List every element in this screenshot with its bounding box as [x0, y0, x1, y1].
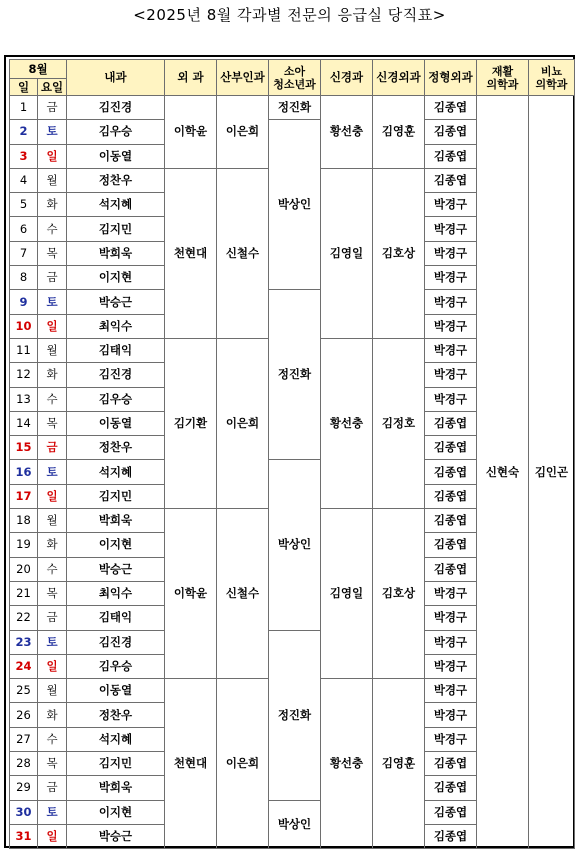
internal-medicine-cell: 김진경: [67, 630, 165, 654]
orthopedics-cell: 박경구: [425, 290, 477, 314]
weekday-cell: 월: [38, 679, 67, 703]
table-row: [10, 96, 575, 120]
pediatrics-header: 소아 청소년과: [269, 60, 321, 96]
neurology-cell: 김영일: [321, 509, 373, 679]
internal-medicine-cell: 김태익: [67, 338, 165, 362]
pediatrics-cell: 정진화: [269, 96, 321, 120]
orthopedics-cell: 박경구: [425, 363, 477, 387]
pediatrics-cell: 정진화: [269, 630, 321, 800]
internal-medicine-cell: 김진경: [67, 363, 165, 387]
day-cell: 17: [10, 484, 38, 508]
orthopedics-cell: 박경구: [425, 338, 477, 362]
day-cell: 2: [10, 120, 38, 144]
weekday-cell: 일: [38, 824, 67, 848]
surgery-cell: 천현대: [165, 679, 217, 849]
pediatrics-cell: 박상인: [269, 120, 321, 290]
weekday-cell: 목: [38, 241, 67, 265]
day-cell: 22: [10, 606, 38, 630]
weekday-cell: 금: [38, 606, 67, 630]
internal-medicine-cell: 정찬우: [67, 436, 165, 460]
orthopedics-cell: 박경구: [425, 727, 477, 751]
neurology-cell: 김영일: [321, 168, 373, 338]
day-cell: 11: [10, 338, 38, 362]
internal-medicine-cell: 박승근: [67, 290, 165, 314]
weekday-cell: 수: [38, 217, 67, 241]
weekday-cell: 월: [38, 168, 67, 192]
internal-medicine-cell: 김우승: [67, 387, 165, 411]
orthopedics-cell: 김종엽: [425, 436, 477, 460]
pediatrics-cell: 박상인: [269, 460, 321, 630]
weekday-cell: 화: [38, 363, 67, 387]
orthopedics-cell: 박경구: [425, 241, 477, 265]
day-cell: 28: [10, 752, 38, 776]
day-cell: 26: [10, 703, 38, 727]
day-cell: 30: [10, 800, 38, 824]
day-cell: 14: [10, 411, 38, 435]
neurosurgery-cell: 김영훈: [373, 679, 425, 849]
weekday-cell: 목: [38, 581, 67, 605]
neurosurgery-cell: 김호상: [373, 509, 425, 679]
internal-medicine-cell: 이동열: [67, 679, 165, 703]
day-cell: 16: [10, 460, 38, 484]
day-cell: 5: [10, 193, 38, 217]
surgery-cell: 천현대: [165, 168, 217, 338]
day-cell: 18: [10, 509, 38, 533]
day-cell: 20: [10, 557, 38, 581]
orthopedics-cell: 박경구: [425, 630, 477, 654]
internal-medicine-cell: 박승근: [67, 824, 165, 848]
internal-medicine-cell: 최익수: [67, 314, 165, 338]
internal-medicine-cell: 이지현: [67, 266, 165, 290]
header-row-1: [10, 60, 575, 79]
orthopedics-cell: 김종엽: [425, 168, 477, 192]
surgery-cell: 이학윤: [165, 96, 217, 169]
day-cell: 13: [10, 387, 38, 411]
orthopedics-cell: 김종엽: [425, 509, 477, 533]
weekday-cell: 금: [38, 776, 67, 800]
neurosurgery-cell: 김영훈: [373, 96, 425, 169]
orthopedics-cell: 김종엽: [425, 96, 477, 120]
internal-medicine-cell: 김태익: [67, 606, 165, 630]
internal-medicine-cell: 석지혜: [67, 193, 165, 217]
weekday-cell: 수: [38, 557, 67, 581]
rehab-cell: 신현숙: [477, 96, 529, 849]
neurosurgery-header: 신경외과: [373, 60, 425, 96]
weekday-cell: 월: [38, 509, 67, 533]
weekday-cell: 화: [38, 193, 67, 217]
orthopedics-cell: 김종엽: [425, 411, 477, 435]
internal-medicine-cell: 박희욱: [67, 241, 165, 265]
neurology-cell: 황선충: [321, 338, 373, 508]
obgyn-cell: 이은희: [217, 96, 269, 169]
weekday-cell: 금: [38, 266, 67, 290]
internal-medicine-cell: 이지현: [67, 800, 165, 824]
internal-medicine-cell: 김지민: [67, 217, 165, 241]
day-cell: 29: [10, 776, 38, 800]
orthopedics-cell: 박경구: [425, 266, 477, 290]
surgery-cell: 이학윤: [165, 509, 217, 679]
day-header: 일: [10, 79, 38, 96]
internal-medicine-cell: 김진경: [67, 96, 165, 120]
obgyn-cell: 이은희: [217, 338, 269, 508]
orthopedics-cell: 김종엽: [425, 800, 477, 824]
day-cell: 6: [10, 217, 38, 241]
day-cell: 3: [10, 144, 38, 168]
internal-medicine-cell: 석지혜: [67, 727, 165, 751]
orthopedics-cell: 박경구: [425, 217, 477, 241]
roster-body: [10, 96, 575, 849]
document-title: <2025년 8월 각과별 전문의 응급실 당직표>: [133, 6, 446, 24]
day-cell: 4: [10, 168, 38, 192]
obgyn-cell: 신철수: [217, 509, 269, 679]
obgyn-cell: 신철수: [217, 168, 269, 338]
orthopedics-cell: 박경구: [425, 654, 477, 678]
day-cell: 15: [10, 436, 38, 460]
weekday-cell: 금: [38, 96, 67, 120]
day-cell: 27: [10, 727, 38, 751]
neurology-cell: 황선충: [321, 96, 373, 169]
urology-cell: 김인곤: [529, 96, 575, 849]
orthopedics-cell: 김종엽: [425, 752, 477, 776]
weekday-cell: 일: [38, 144, 67, 168]
weekday-cell: 토: [38, 800, 67, 824]
weekday-cell: 일: [38, 314, 67, 338]
internal-medicine-cell: 김우승: [67, 120, 165, 144]
pediatrics-cell: 박상인: [269, 800, 321, 849]
internal-medicine-cell: 김지민: [67, 484, 165, 508]
weekday-cell: 수: [38, 387, 67, 411]
internal-medicine-cell: 이동열: [67, 411, 165, 435]
orthopedics-cell: 김종엽: [425, 824, 477, 848]
day-cell: 9: [10, 290, 38, 314]
day-cell: 10: [10, 314, 38, 338]
internal-medicine-cell: 정찬우: [67, 168, 165, 192]
day-cell: 24: [10, 654, 38, 678]
weekday-cell: 화: [38, 533, 67, 557]
orthopedics-cell: 박경구: [425, 581, 477, 605]
day-cell: 21: [10, 581, 38, 605]
weekday-cell: 일: [38, 484, 67, 508]
orthopedics-cell: 김종엽: [425, 120, 477, 144]
weekday-cell: 목: [38, 411, 67, 435]
rehab-header: 재활 의학과: [477, 60, 529, 96]
weekday-cell: 토: [38, 290, 67, 314]
orthopedics-cell: 박경구: [425, 679, 477, 703]
day-cell: 19: [10, 533, 38, 557]
orthopedics-cell: 김종엽: [425, 144, 477, 168]
weekday-cell: 일: [38, 654, 67, 678]
surgery-header: 외 과: [165, 60, 217, 96]
day-cell: 23: [10, 630, 38, 654]
internal-medicine-cell: 이지현: [67, 533, 165, 557]
day-cell: 12: [10, 363, 38, 387]
day-cell: 25: [10, 679, 38, 703]
internal-medicine-cell: 김우승: [67, 654, 165, 678]
day-cell: 31: [10, 824, 38, 848]
orthopedics-cell: 박경구: [425, 387, 477, 411]
obgyn-cell: 이은희: [217, 679, 269, 849]
orthopedics-cell: 박경구: [425, 606, 477, 630]
orthopedics-cell: 김종엽: [425, 557, 477, 581]
orthopedics-cell: 박경구: [425, 314, 477, 338]
month-header: 8월: [10, 60, 67, 79]
orthopedics-cell: 김종엽: [425, 776, 477, 800]
neurology-header: 신경과: [321, 60, 373, 96]
weekday-cell: 토: [38, 630, 67, 654]
internal-medicine-cell: 석지혜: [67, 460, 165, 484]
weekday-cell: 목: [38, 752, 67, 776]
internal-medicine-cell: 정찬우: [67, 703, 165, 727]
day-cell: 7: [10, 241, 38, 265]
orthopedics-header: 정형외과: [425, 60, 477, 96]
urology-header: 비뇨 의학과: [529, 60, 575, 96]
internal-medicine-cell: 이동열: [67, 144, 165, 168]
weekday-cell: 월: [38, 338, 67, 362]
internal-medicine-cell: 김지민: [67, 752, 165, 776]
weekday-header: 요일: [38, 79, 67, 96]
neurology-cell: 황선충: [321, 679, 373, 849]
day-cell: 1: [10, 96, 38, 120]
internal-medicine-cell: 박희욱: [67, 776, 165, 800]
surgery-cell: 김기환: [165, 338, 217, 508]
neurosurgery-cell: 김정호: [373, 338, 425, 508]
weekday-cell: 금: [38, 436, 67, 460]
weekday-cell: 화: [38, 703, 67, 727]
internal-medicine-cell: 최익수: [67, 581, 165, 605]
orthopedics-cell: 박경구: [425, 193, 477, 217]
internal-medicine-cell: 박희욱: [67, 509, 165, 533]
weekday-cell: 수: [38, 727, 67, 751]
duty-roster-table: [9, 59, 575, 849]
obgyn-header: 산부인과: [217, 60, 269, 96]
orthopedics-cell: 김종엽: [425, 460, 477, 484]
neurosurgery-cell: 김호상: [373, 168, 425, 338]
pediatrics-cell: 정진화: [269, 290, 321, 460]
orthopedics-cell: 김종엽: [425, 484, 477, 508]
internal-medicine-cell: 박승근: [67, 557, 165, 581]
weekday-cell: 토: [38, 460, 67, 484]
weekday-cell: 토: [38, 120, 67, 144]
internal-medicine-header: 내과: [67, 60, 165, 96]
day-cell: 8: [10, 266, 38, 290]
orthopedics-cell: 박경구: [425, 703, 477, 727]
orthopedics-cell: 김종엽: [425, 533, 477, 557]
